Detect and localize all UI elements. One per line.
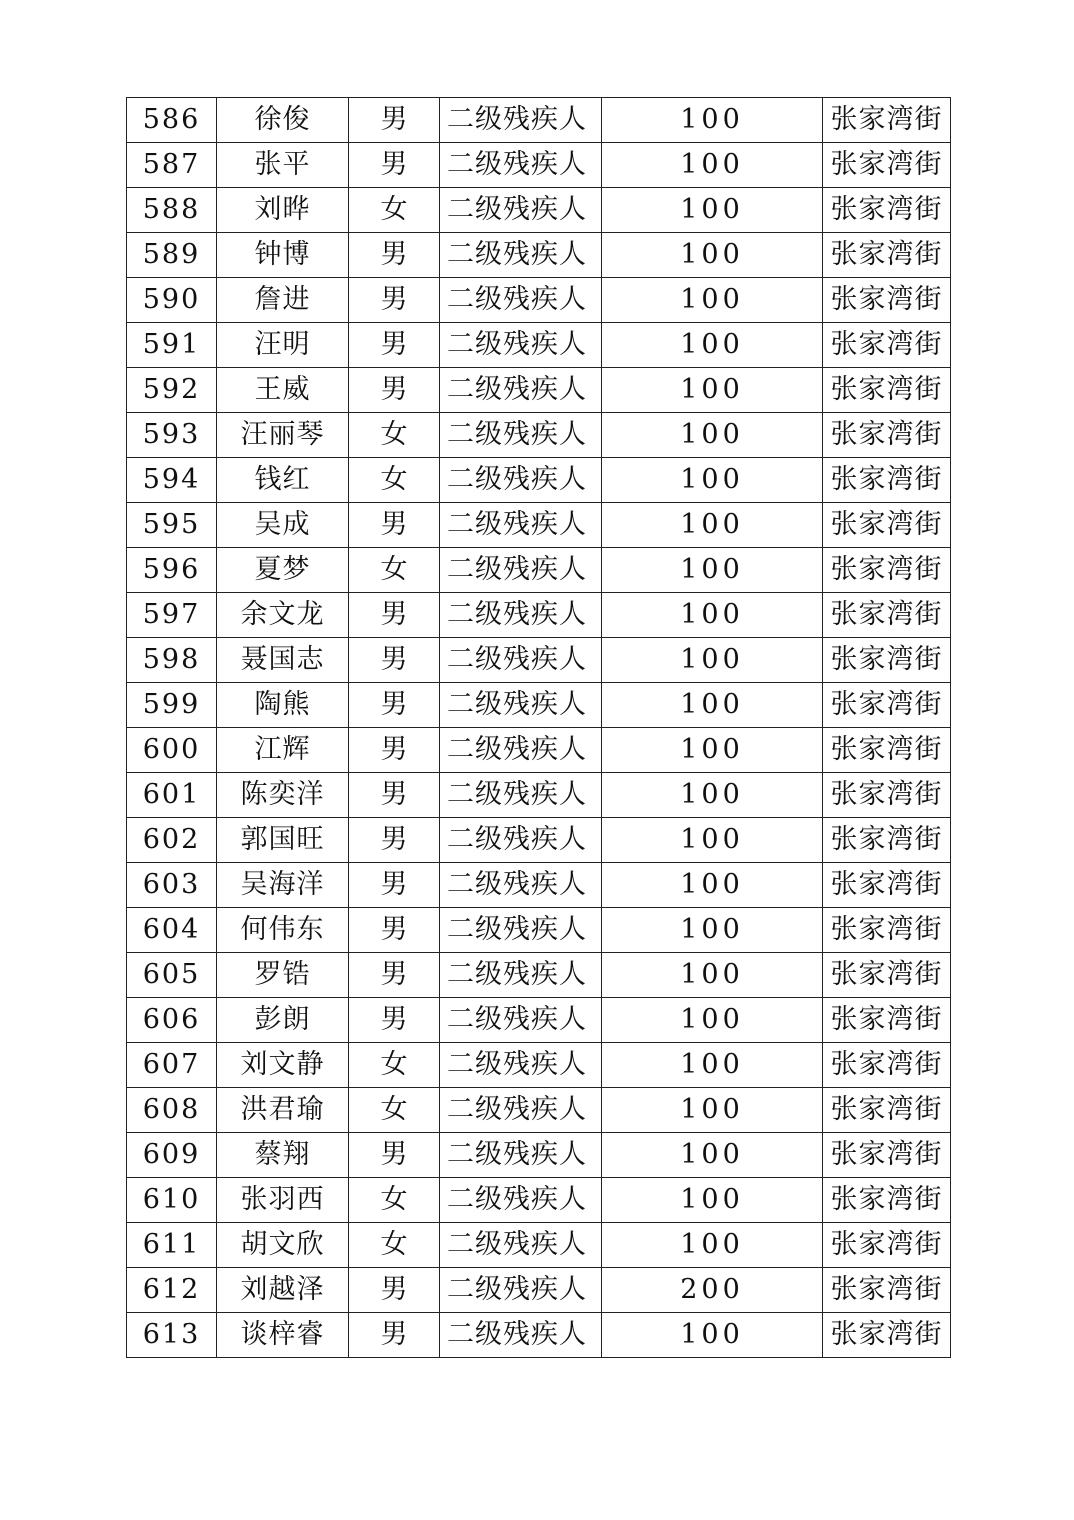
amount-cell: 100 (602, 548, 823, 593)
serial-number-cell: 601 (127, 773, 217, 818)
disability-level-cell: 二级残疾人 (440, 998, 602, 1043)
disability-level-cell: 二级残疾人 (440, 728, 602, 773)
disability-level-cell: 二级残疾人 (440, 908, 602, 953)
name-cell: 郭国旺 (217, 818, 349, 863)
amount-cell: 100 (602, 683, 823, 728)
disability-level-cell: 二级残疾人 (440, 368, 602, 413)
name-cell: 张羽西 (217, 1178, 349, 1223)
street-cell: 张家湾街 (823, 998, 951, 1043)
gender-cell: 女 (349, 413, 440, 458)
table-row (127, 863, 951, 908)
disability-level-cell: 二级残疾人 (440, 773, 602, 818)
serial-number-cell: 599 (127, 683, 217, 728)
serial-number-cell: 600 (127, 728, 217, 773)
gender-cell: 男 (349, 323, 440, 368)
disability-level-cell: 二级残疾人 (440, 413, 602, 458)
table-row (127, 1223, 951, 1268)
street-cell: 张家湾街 (823, 323, 951, 368)
amount-cell: 100 (602, 593, 823, 638)
table-row (127, 323, 951, 368)
amount-cell: 100 (602, 1223, 823, 1268)
gender-cell: 男 (349, 908, 440, 953)
gender-cell: 女 (349, 1088, 440, 1133)
name-cell: 陈奕洋 (217, 773, 349, 818)
disability-level-cell: 二级残疾人 (440, 1043, 602, 1088)
amount-cell: 100 (602, 908, 823, 953)
serial-number-cell: 608 (127, 1088, 217, 1133)
street-cell: 张家湾街 (823, 728, 951, 773)
table-row (127, 683, 951, 728)
name-cell: 张平 (217, 143, 349, 188)
amount-cell: 100 (602, 458, 823, 503)
gender-cell: 男 (349, 98, 440, 143)
street-cell: 张家湾街 (823, 683, 951, 728)
serial-number-cell: 595 (127, 503, 217, 548)
street-cell: 张家湾街 (823, 233, 951, 278)
serial-number-cell: 603 (127, 863, 217, 908)
street-cell: 张家湾街 (823, 593, 951, 638)
amount-cell: 100 (602, 728, 823, 773)
table-row (127, 548, 951, 593)
name-cell: 钱红 (217, 458, 349, 503)
disability-level-cell: 二级残疾人 (440, 1223, 602, 1268)
disability-level-cell: 二级残疾人 (440, 1178, 602, 1223)
street-cell: 张家湾街 (823, 368, 951, 413)
gender-cell: 男 (349, 503, 440, 548)
table-row (127, 1178, 951, 1223)
table-row (127, 503, 951, 548)
table-row (127, 953, 951, 998)
serial-number-cell: 591 (127, 323, 217, 368)
serial-number-cell: 588 (127, 188, 217, 233)
table-row (127, 998, 951, 1043)
name-cell: 蔡翔 (217, 1133, 349, 1178)
street-cell: 张家湾街 (823, 1178, 951, 1223)
amount-cell: 100 (602, 323, 823, 368)
name-cell: 罗锆 (217, 953, 349, 998)
amount-cell: 100 (602, 818, 823, 863)
street-cell: 张家湾街 (823, 98, 951, 143)
disability-level-cell: 二级残疾人 (440, 638, 602, 683)
street-cell: 张家湾街 (823, 278, 951, 323)
name-cell: 刘晔 (217, 188, 349, 233)
name-cell: 夏梦 (217, 548, 349, 593)
disability-level-cell: 二级残疾人 (440, 188, 602, 233)
street-cell: 张家湾街 (823, 1043, 951, 1088)
gender-cell: 男 (349, 368, 440, 413)
table-row (127, 1133, 951, 1178)
street-cell: 张家湾街 (823, 863, 951, 908)
name-cell: 汪丽琴 (217, 413, 349, 458)
disability-level-cell: 二级残疾人 (440, 143, 602, 188)
name-cell: 洪君瑜 (217, 1088, 349, 1133)
gender-cell: 女 (349, 188, 440, 233)
street-cell: 张家湾街 (823, 1088, 951, 1133)
amount-cell: 100 (602, 413, 823, 458)
amount-cell: 100 (602, 1088, 823, 1133)
table-row (127, 143, 951, 188)
table-row (127, 638, 951, 683)
serial-number-cell: 610 (127, 1178, 217, 1223)
street-cell: 张家湾街 (823, 638, 951, 683)
serial-number-cell: 609 (127, 1133, 217, 1178)
amount-cell: 100 (602, 773, 823, 818)
serial-number-cell: 604 (127, 908, 217, 953)
disability-level-cell: 二级残疾人 (440, 683, 602, 728)
disability-level-cell: 二级残疾人 (440, 503, 602, 548)
serial-number-cell: 597 (127, 593, 217, 638)
gender-cell: 男 (349, 278, 440, 323)
name-cell: 余文龙 (217, 593, 349, 638)
disability-level-cell: 二级残疾人 (440, 1313, 602, 1358)
serial-number-cell: 612 (127, 1268, 217, 1313)
disability-level-cell: 二级残疾人 (440, 278, 602, 323)
amount-cell: 100 (602, 98, 823, 143)
table-row (127, 1043, 951, 1088)
name-cell: 吴成 (217, 503, 349, 548)
gender-cell: 男 (349, 728, 440, 773)
gender-cell: 男 (349, 818, 440, 863)
gender-cell: 女 (349, 548, 440, 593)
disability-level-cell: 二级残疾人 (440, 233, 602, 278)
disability-level-cell: 二级残疾人 (440, 818, 602, 863)
disability-level-cell: 二级残疾人 (440, 98, 602, 143)
name-cell: 聂国志 (217, 638, 349, 683)
serial-number-cell: 598 (127, 638, 217, 683)
disability-level-cell: 二级残疾人 (440, 548, 602, 593)
disability-level-cell: 二级残疾人 (440, 863, 602, 908)
gender-cell: 男 (349, 773, 440, 818)
serial-number-cell: 586 (127, 98, 217, 143)
table-row (127, 233, 951, 278)
name-cell: 詹进 (217, 278, 349, 323)
serial-number-cell: 593 (127, 413, 217, 458)
amount-cell: 100 (602, 233, 823, 278)
serial-number-cell: 590 (127, 278, 217, 323)
amount-cell: 200 (602, 1268, 823, 1313)
gender-cell: 男 (349, 683, 440, 728)
gender-cell: 男 (349, 998, 440, 1043)
name-cell: 吴海洋 (217, 863, 349, 908)
name-cell: 陶熊 (217, 683, 349, 728)
table-row (127, 368, 951, 413)
amount-cell: 100 (602, 368, 823, 413)
disability-level-cell: 二级残疾人 (440, 953, 602, 998)
amount-cell: 100 (602, 998, 823, 1043)
serial-number-cell: 606 (127, 998, 217, 1043)
amount-cell: 100 (602, 863, 823, 908)
serial-number-cell: 592 (127, 368, 217, 413)
table-row (127, 908, 951, 953)
table-row (127, 1268, 951, 1313)
table-row (127, 728, 951, 773)
amount-cell: 100 (602, 1178, 823, 1223)
table-row (127, 1088, 951, 1133)
street-cell: 张家湾街 (823, 1133, 951, 1178)
name-cell: 王威 (217, 368, 349, 413)
street-cell: 张家湾街 (823, 953, 951, 998)
disability-level-cell: 二级残疾人 (440, 323, 602, 368)
gender-cell: 女 (349, 1043, 440, 1088)
name-cell: 刘越泽 (217, 1268, 349, 1313)
street-cell: 张家湾街 (823, 1223, 951, 1268)
gender-cell: 女 (349, 1178, 440, 1223)
name-cell: 江辉 (217, 728, 349, 773)
gender-cell: 男 (349, 953, 440, 998)
table-row (127, 413, 951, 458)
amount-cell: 100 (602, 503, 823, 548)
street-cell: 张家湾街 (823, 503, 951, 548)
amount-cell: 100 (602, 1313, 823, 1358)
table-row (127, 188, 951, 233)
table-row (127, 593, 951, 638)
serial-number-cell: 602 (127, 818, 217, 863)
gender-cell: 女 (349, 458, 440, 503)
serial-number-cell: 605 (127, 953, 217, 998)
amount-cell: 100 (602, 188, 823, 233)
gender-cell: 女 (349, 1223, 440, 1268)
serial-number-cell: 589 (127, 233, 217, 278)
gender-cell: 男 (349, 1313, 440, 1358)
gender-cell: 男 (349, 233, 440, 278)
serial-number-cell: 611 (127, 1223, 217, 1268)
table-row (127, 278, 951, 323)
amount-cell: 100 (602, 1043, 823, 1088)
gender-cell: 男 (349, 1268, 440, 1313)
serial-number-cell: 613 (127, 1313, 217, 1358)
street-cell: 张家湾街 (823, 908, 951, 953)
name-cell: 钟博 (217, 233, 349, 278)
name-cell: 刘文静 (217, 1043, 349, 1088)
amount-cell: 100 (602, 278, 823, 323)
table-row (127, 1313, 951, 1358)
serial-number-cell: 596 (127, 548, 217, 593)
table-body (127, 98, 951, 1358)
gender-cell: 男 (349, 1133, 440, 1178)
street-cell: 张家湾街 (823, 1268, 951, 1313)
gender-cell: 男 (349, 593, 440, 638)
gender-cell: 男 (349, 638, 440, 683)
name-cell: 胡文欣 (217, 1223, 349, 1268)
serial-number-cell: 594 (127, 458, 217, 503)
amount-cell: 100 (602, 1133, 823, 1178)
disability-level-cell: 二级残疾人 (440, 1268, 602, 1313)
amount-cell: 100 (602, 638, 823, 683)
street-cell: 张家湾街 (823, 143, 951, 188)
disability-level-cell: 二级残疾人 (440, 593, 602, 638)
amount-cell: 100 (602, 143, 823, 188)
table-row (127, 773, 951, 818)
street-cell: 张家湾街 (823, 1313, 951, 1358)
disability-level-cell: 二级残疾人 (440, 1088, 602, 1133)
table-row (127, 98, 951, 143)
table-row (127, 458, 951, 503)
street-cell: 张家湾街 (823, 458, 951, 503)
table-row (127, 818, 951, 863)
amount-cell: 100 (602, 953, 823, 998)
street-cell: 张家湾街 (823, 413, 951, 458)
name-cell: 谈梓睿 (217, 1313, 349, 1358)
gender-cell: 男 (349, 863, 440, 908)
gender-cell: 男 (349, 143, 440, 188)
name-cell: 汪明 (217, 323, 349, 368)
disability-level-cell: 二级残疾人 (440, 1133, 602, 1178)
recipient-table (126, 97, 951, 1358)
serial-number-cell: 587 (127, 143, 217, 188)
street-cell: 张家湾街 (823, 548, 951, 593)
street-cell: 张家湾街 (823, 818, 951, 863)
serial-number-cell: 607 (127, 1043, 217, 1088)
name-cell: 徐俊 (217, 98, 349, 143)
street-cell: 张家湾街 (823, 188, 951, 233)
disability-level-cell: 二级残疾人 (440, 458, 602, 503)
name-cell: 何伟东 (217, 908, 349, 953)
street-cell: 张家湾街 (823, 773, 951, 818)
name-cell: 彭朗 (217, 998, 349, 1043)
